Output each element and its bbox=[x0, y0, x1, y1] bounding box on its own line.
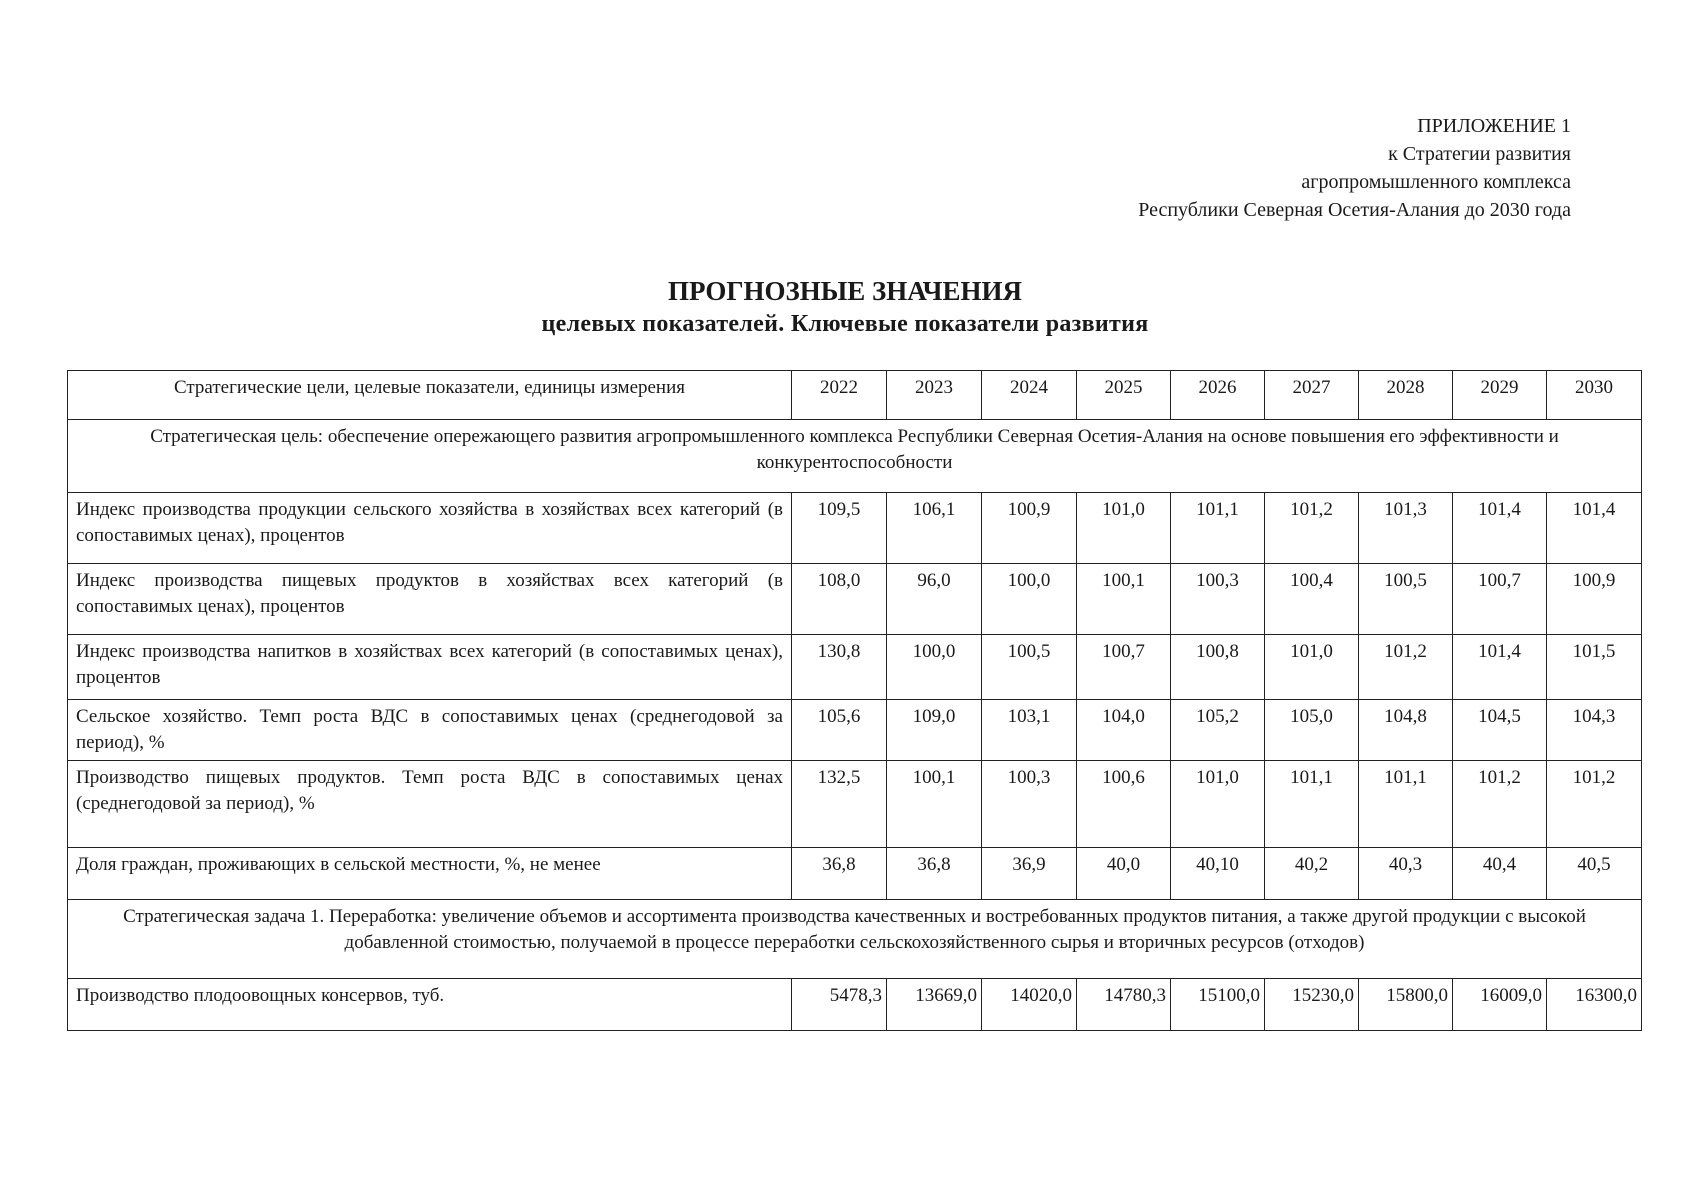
indicator-label: Индекс производства продукции сельского хозяйства в хозяйствах всех категорий (в сопоставимых ценах), процентов bbox=[68, 493, 792, 564]
year-header: 2023 bbox=[887, 371, 982, 420]
table-row bbox=[68, 493, 1642, 564]
value-cell: 100,4 bbox=[1265, 564, 1359, 635]
value-cell: 101,1 bbox=[1171, 493, 1265, 564]
year-header: 2028 bbox=[1359, 371, 1453, 420]
strategic-goal-section: Стратегическая цель: обеспечение опережающего развития агропромышленного комплекса Республики Северная Осетия-Алания на основе повышения его эффективности и конкурентоспособности bbox=[68, 420, 1642, 493]
value-cell: 101,5 bbox=[1547, 635, 1642, 700]
value-cell: 104,8 bbox=[1359, 700, 1453, 761]
value-cell: 100,3 bbox=[982, 761, 1077, 848]
value-cell: 15230,0 bbox=[1265, 979, 1359, 1031]
appendix-line: ПРИЛОЖЕНИЕ 1 bbox=[1417, 115, 1571, 137]
value-cell: 100,1 bbox=[887, 761, 982, 848]
value-cell: 101,0 bbox=[1077, 493, 1171, 564]
indicator-label: Индекс производства пищевых продуктов в хозяйствах всех категорий (в сопоставимых ценах), процентов bbox=[68, 564, 792, 635]
value-cell: 108,0 bbox=[792, 564, 887, 635]
appendix-header bbox=[1138, 112, 1571, 224]
indicator-label: Сельское хозяйство. Темп роста ВДС в сопоставимых ценах (среднегодовой за период), % bbox=[68, 700, 792, 761]
appendix-line: к Стратегии развития bbox=[1388, 143, 1571, 165]
value-cell: 16009,0 bbox=[1453, 979, 1547, 1031]
value-cell: 96,0 bbox=[887, 564, 982, 635]
value-cell: 101,3 bbox=[1359, 493, 1453, 564]
indicator-label: Производство плодоовощных консервов, туб. bbox=[68, 979, 792, 1031]
value-cell: 100,9 bbox=[1547, 564, 1642, 635]
value-cell: 14020,0 bbox=[982, 979, 1077, 1031]
value-cell: 101,0 bbox=[1265, 635, 1359, 700]
value-cell: 36,8 bbox=[792, 848, 887, 900]
header-label-cell: Стратегические цели, целевые показатели, единицы измерения bbox=[68, 371, 792, 420]
value-cell: 36,9 bbox=[982, 848, 1077, 900]
value-cell: 5478,3 bbox=[792, 979, 887, 1031]
value-cell: 100,5 bbox=[1359, 564, 1453, 635]
value-cell: 100,7 bbox=[1453, 564, 1547, 635]
value-cell: 106,1 bbox=[887, 493, 982, 564]
value-cell: 100,8 bbox=[1171, 635, 1265, 700]
value-cell: 109,5 bbox=[792, 493, 887, 564]
value-cell: 104,3 bbox=[1547, 700, 1642, 761]
value-cell: 104,5 bbox=[1453, 700, 1547, 761]
value-cell: 132,5 bbox=[792, 761, 887, 848]
value-cell: 130,8 bbox=[792, 635, 887, 700]
year-header: 2022 bbox=[792, 371, 887, 420]
value-cell: 103,1 bbox=[982, 700, 1077, 761]
value-cell: 101,2 bbox=[1453, 761, 1547, 848]
value-cell: 100,5 bbox=[982, 635, 1077, 700]
value-cell: 100,0 bbox=[887, 635, 982, 700]
table-row bbox=[68, 564, 1642, 635]
strategic-task-section: Стратегическая задача 1. Переработка: увеличение объемов и ассортимента производства качественных и востребованных продуктов питания, а также другой продукции с высокой добавленной стоимостью, получаемой в процессе переработки сельскохозяйственного сырья и вторичных ресурсов (отходов) bbox=[68, 900, 1642, 979]
appendix-line: агропромышленного комплекса bbox=[1301, 171, 1571, 193]
value-cell: 15100,0 bbox=[1171, 979, 1265, 1031]
value-cell: 40,2 bbox=[1265, 848, 1359, 900]
value-cell: 101,1 bbox=[1265, 761, 1359, 848]
table-row bbox=[68, 761, 1642, 848]
value-cell: 40,3 bbox=[1359, 848, 1453, 900]
document-title bbox=[0, 274, 1690, 340]
year-header: 2026 bbox=[1171, 371, 1265, 420]
indicator-label: Доля граждан, проживающих в сельской местности, %, не менее bbox=[68, 848, 792, 900]
indicators-table bbox=[67, 370, 1642, 1031]
table-header-row bbox=[68, 371, 1642, 420]
value-cell: 13669,0 bbox=[887, 979, 982, 1031]
value-cell: 105,2 bbox=[1171, 700, 1265, 761]
value-cell: 105,6 bbox=[792, 700, 887, 761]
value-cell: 101,4 bbox=[1547, 493, 1642, 564]
value-cell: 109,0 bbox=[887, 700, 982, 761]
value-cell: 101,0 bbox=[1171, 761, 1265, 848]
value-cell: 101,2 bbox=[1547, 761, 1642, 848]
value-cell: 100,7 bbox=[1077, 635, 1171, 700]
year-header: 2029 bbox=[1453, 371, 1547, 420]
indicator-label: Производство пищевых продуктов. Темп роста ВДС в сопоставимых ценах (среднегодовой за период), % bbox=[68, 761, 792, 848]
title-line-2: целевых показателей. Ключевые показатели развития bbox=[541, 311, 1149, 337]
value-cell: 100,6 bbox=[1077, 761, 1171, 848]
value-cell: 40,0 bbox=[1077, 848, 1171, 900]
table-row bbox=[68, 848, 1642, 900]
value-cell: 101,1 bbox=[1359, 761, 1453, 848]
value-cell: 40,5 bbox=[1547, 848, 1642, 900]
value-cell: 101,2 bbox=[1359, 635, 1453, 700]
value-cell: 101,4 bbox=[1453, 635, 1547, 700]
value-cell: 15800,0 bbox=[1359, 979, 1453, 1031]
value-cell: 104,0 bbox=[1077, 700, 1171, 761]
year-header: 2027 bbox=[1265, 371, 1359, 420]
value-cell: 100,1 bbox=[1077, 564, 1171, 635]
appendix-line: Республики Северная Осетия-Алания до 2030 года bbox=[1138, 199, 1571, 221]
table-row bbox=[68, 700, 1642, 761]
section-row bbox=[68, 900, 1642, 979]
title-line-1: ПРОГНОЗНЫЕ ЗНАЧЕНИЯ bbox=[667, 276, 1023, 306]
table-row bbox=[68, 979, 1642, 1031]
value-cell: 101,4 bbox=[1453, 493, 1547, 564]
year-header: 2030 bbox=[1547, 371, 1642, 420]
table-row bbox=[68, 635, 1642, 700]
value-cell: 14780,3 bbox=[1077, 979, 1171, 1031]
value-cell: 40,4 bbox=[1453, 848, 1547, 900]
year-header: 2025 bbox=[1077, 371, 1171, 420]
value-cell: 100,0 bbox=[982, 564, 1077, 635]
value-cell: 40,10 bbox=[1171, 848, 1265, 900]
value-cell: 105,0 bbox=[1265, 700, 1359, 761]
year-header: 2024 bbox=[982, 371, 1077, 420]
value-cell: 100,3 bbox=[1171, 564, 1265, 635]
value-cell: 16300,0 bbox=[1547, 979, 1642, 1031]
value-cell: 36,8 bbox=[887, 848, 982, 900]
value-cell: 100,9 bbox=[982, 493, 1077, 564]
section-row bbox=[68, 420, 1642, 493]
indicator-label: Индекс производства напитков в хозяйствах всех категорий (в сопоставимых ценах), процентов bbox=[68, 635, 792, 700]
value-cell: 101,2 bbox=[1265, 493, 1359, 564]
